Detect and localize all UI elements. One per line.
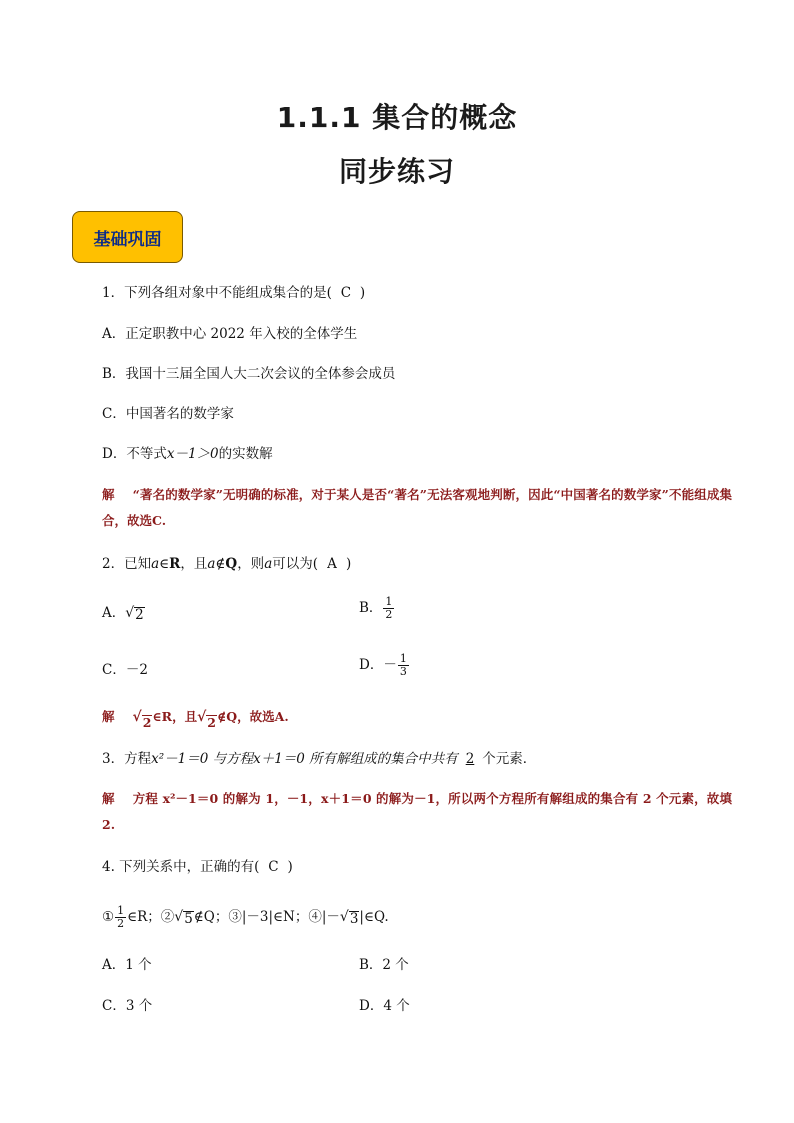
sqrt-symbol: √ 2 (125, 605, 144, 623)
solution-text: ∈R，且 (152, 709, 198, 724)
fraction-numerator: 1 (399, 652, 407, 665)
solution-text: “著名的数学家”无明确的标准，对于某人是否“著名”无法客观地判断，因此“中国著名的数学家”不能组成集合，故选C. (102, 487, 732, 528)
solution-text: 方程 x²－1＝0 的解为 1，－1，x＋1＝0 的解为－1，所以两个方程所有解组成的集合有 2 个元素，故填 2. (102, 791, 732, 832)
q2-stem-a: 2．已知 (102, 556, 152, 572)
sqrt-radicand: 2 (142, 715, 152, 730)
question-3-stem (102, 750, 536, 768)
relation-text: ∉Q；③|－3|∈N；④|－ (193, 909, 340, 925)
question-2-option-a (102, 604, 145, 622)
question-4-option-b: B．2 个 (359, 957, 409, 973)
q2-stem-i: 可以为( (272, 556, 319, 572)
question-1-close: ) (359, 285, 366, 301)
question-1-option-d (102, 445, 273, 463)
fraction-denominator: 2 (385, 608, 393, 621)
q2-stem-e: a∉ (207, 556, 226, 572)
option-d-label: D．不等式 (102, 446, 167, 462)
question-1-option-b: B．我国十三届全国人大二次会议的全体参会成员 (102, 366, 396, 382)
q2-opt-a-label: A． (102, 605, 126, 621)
question-4-option-a: A．1 个 (102, 957, 152, 973)
q3-stem-b: x²－1＝0 与方程 (151, 751, 254, 767)
question-2-option-b (359, 596, 395, 621)
question-4-answer: C (268, 859, 279, 875)
solution-text: ∉Q，故选A. (216, 709, 289, 724)
question-2-stem (102, 555, 351, 573)
fraction-denominator: 3 (399, 665, 407, 678)
sqrt-symbol: √ 2 (132, 709, 152, 730)
sqrt-radicand: 2 (207, 715, 216, 730)
question-1-option-a: A．正定职教中心 2022 年入校的全体学生 (102, 326, 358, 342)
question-1-stem (102, 284, 365, 302)
page-title: 1.1.1 集合的概念 (276, 101, 518, 134)
sqrt-radicand: 3 (349, 911, 359, 927)
sqrt-symbol: √ 5 (174, 909, 193, 927)
fraction-denominator: 2 (117, 917, 125, 930)
question-4-option-d: D．4 个 (359, 998, 410, 1014)
question-1-option-c: C．中国著名的数学家 (102, 406, 234, 422)
sqrt-radicand: 5 (184, 911, 193, 927)
question-1-text: 1．下列各组对象中不能组成集合的是( (102, 285, 332, 301)
q2-stem-b: a∈ (151, 556, 170, 572)
section-badge: 基础巩固 (72, 211, 183, 263)
sqrt-radicand: 2 (135, 607, 144, 623)
q2-close: ) (346, 556, 352, 572)
fraction (115, 905, 126, 930)
question-2-option-d (359, 653, 410, 678)
q3-stem-c: x＋1＝0 所有解组成的集合中共有 (253, 751, 458, 767)
question-4-stem (102, 858, 293, 876)
sqrt-symbol: √ 2 (197, 709, 216, 730)
question-4-relations (102, 905, 389, 930)
option-d-tail: 的实数解 (218, 446, 273, 462)
question-2-option-c: C．－2 (102, 662, 148, 678)
fraction (398, 653, 409, 678)
q3-stem-a: 3．方程 (102, 751, 152, 767)
relation-text: ∈R；② (127, 909, 175, 925)
circled-one: ① (102, 909, 115, 925)
q2-var-a: a (264, 556, 273, 572)
q2-stem-d: ，且 (180, 556, 208, 572)
q4-close: ) (287, 859, 293, 875)
q2-set-q: Q (225, 556, 238, 572)
solution-tag: 解 (102, 791, 115, 806)
fraction (383, 596, 394, 621)
option-d-expression: x－1＞0 (166, 446, 219, 462)
q2-stem-g: ，则 (237, 556, 265, 572)
question-1-solution (102, 482, 732, 534)
relation-text: |∈Q. (359, 909, 389, 925)
q4-stem: 4. 下列关系中，正确的有( (102, 859, 260, 875)
fraction-numerator: 1 (117, 904, 125, 917)
question-4-option-c: C．3 个 (102, 998, 153, 1014)
page-subtitle: 同步练习 (338, 155, 455, 188)
q2-opt-d-label: D．－ (359, 657, 397, 673)
sqrt-symbol: √ 3 (339, 909, 359, 927)
q2-set-r: R (169, 556, 181, 572)
solution-tag: 解 (102, 487, 115, 502)
fill-blank: 2 (465, 751, 475, 767)
question-2-answer: A (327, 556, 337, 572)
question-1-answer: C (340, 285, 352, 301)
question-3-solution (102, 786, 732, 838)
q3-stem-d: 个元素． (482, 751, 537, 767)
question-2-solution (102, 704, 732, 730)
q2-opt-b-label: B． (359, 600, 383, 616)
fraction-numerator: 1 (385, 595, 393, 608)
solution-tag: 解 (102, 709, 115, 724)
